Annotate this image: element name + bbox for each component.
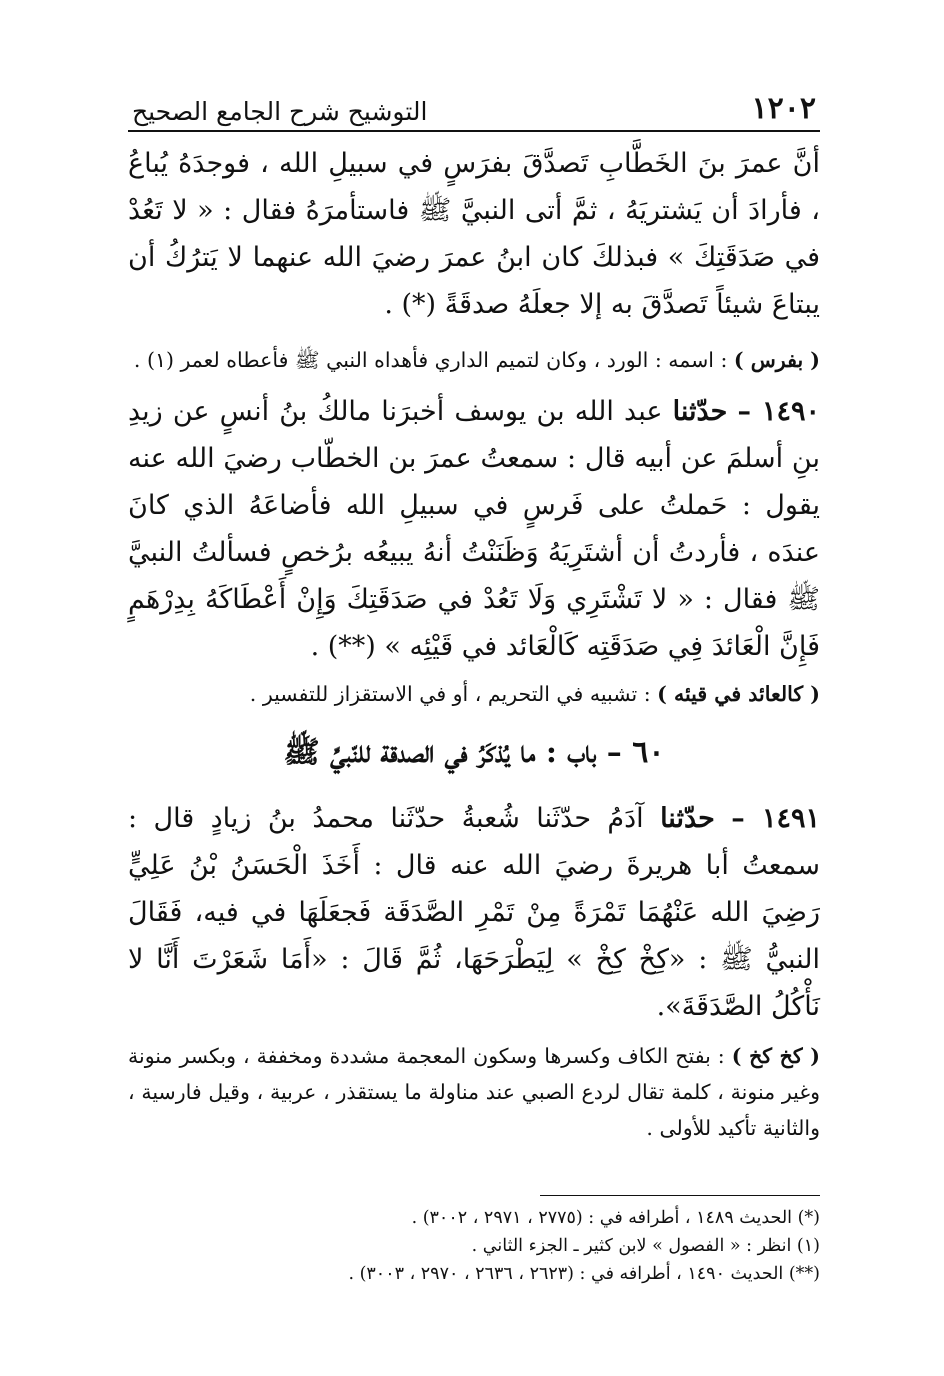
running-title: التوشيح شرح الجامع الصحيح	[132, 97, 428, 126]
hadith-1491	[128, 795, 820, 1030]
footnote: (١) انظر : « الفصول » لابن كثير ـ الجزء الثاني .	[471, 1236, 820, 1256]
footnote-divider	[540, 1195, 820, 1196]
commentary-note	[128, 676, 820, 712]
page-number: ١٢٠٢	[751, 91, 816, 126]
intro-paragraph: أنَّ عمرَ بنَ الخَطَّابِ تَصدَّقَ بفرَسٍ في سبيلِ الله ، فوجدَهُ يُباعُ ، فأرادَ أن يَشتريَهُ ، ثمَّ أتى النبيَّ ﷺ فاستأمرَهُ فقال : « لا تَعُدْ في صَدَقَتِكَ » فبذلكَ كان ابنُ عمرَ رضيَ الله عنهما لا يَترُكُ أن يبتاعَ شيئاً تَصدَّقَ به إلا جعلَهُ صدقَةً (*) .	[128, 148, 820, 320]
hadith-lead: حدّثنا	[660, 803, 715, 834]
hadith-lead: حدّثنا	[672, 396, 728, 427]
note-term: ( كخ كخ )	[731, 1044, 821, 1068]
main-text	[128, 140, 820, 1146]
hadith-text: عبد الله بن يوسف أخبرَنا مالكُ بنُ أنسٍ عن زيدِ بنِ أسلمَ عن أبيه قال : سمعتُ عمرَ بن الخطّاب رضيَ الله عنه يقول : حَملتُ على فَرسٍ في سبيلِ الله فأضاعَهُ الذي كانَ عندَه ، فأردتُ أن أشتَرِيَهُ وَظَنَنْتُ أنهُ يبيعُه برُخصٍ فسألتُ النبيَّ ﷺ فقال : « لا تَشْتَرِي وَلَا تَعُدْ في صَدَقَتِكَ وَإِنْ أَعْطَاكَهُ بِدِرْهَمٍ فَإِنَّ الْعَائدَ فِي صَدَقَتِه كَالْعَائد في قَيْئِه » (**) .	[128, 396, 820, 662]
chapter-heading: ٦٠ – باب : ما يُذكَرُ في الصدقة للنّبيِّ ﷺ	[283, 735, 665, 770]
hadith-1490	[128, 388, 820, 670]
note-text: : اسمه : الورد ، وكان لتميم الداري فأهداه النبي ﷺ فأعطاه لعمر (١) .	[133, 348, 734, 372]
footnotes	[128, 1195, 820, 1288]
hadith-number: ١٤٩٠ –	[737, 396, 820, 427]
hadith-text: آدَمُ حدّثَنا شُعبةُ حدّثَنا محمدُ بنُ زيادٍ قال : سمعتُ أبا هريرةَ رضيَ الله عنه قال : أَخَذَ الْحَسَنُ بْنُ عَلِيٍّ رَضِيَ الله عَنْهُمَا تَمْرَةً مِنْ تَمْرِ الصَّدَقَة فَجعَلَهَا في فيه، فَقَالَ النبيُّ ﷺ : «كِخْ كِخْ » لِيَطْرَحَهَا، ثُمَّ قَالَ : «أَمَا شَعَرْتَ أَنَّا لا نَأْكُلُ الصَّدَقَةَ».	[128, 803, 820, 1022]
commentary-note	[128, 342, 820, 378]
note-text: : بفتح الكاف وكسرها وسكون المعجمة مشددة ومخففة ، وبكسر منونة وغير منونة ، كلمة تقال لردع الصبي عند مناولة ما يستقذر ، عربية ، وقيل فارسية ، والثانية تأكيد للأولى .	[128, 1044, 820, 1140]
footnote: (*) الحديث ١٤٨٩ ، أطرافه في : (٢٧٧٥ ، ٢٩٧١ ، ٣٠٠٢) .	[411, 1208, 820, 1228]
hadith-number: ١٤٩١ –	[731, 803, 821, 834]
footnote: (**) الحديث ١٤٩٠ ، أطرافه في : (٢٦٢٣ ، ٢٦٣٦ ، ٢٩٧٠ ، ٣٠٠٣) .	[348, 1264, 820, 1284]
page-header	[128, 86, 820, 132]
note-text: : تشبيه في التحريم ، أو في الاستقزاز للتفسير .	[249, 682, 658, 706]
note-term: ( كالعائد في قيئه )	[657, 682, 820, 706]
note-term: ( بفرس )	[733, 348, 820, 372]
commentary-note	[128, 1038, 820, 1146]
